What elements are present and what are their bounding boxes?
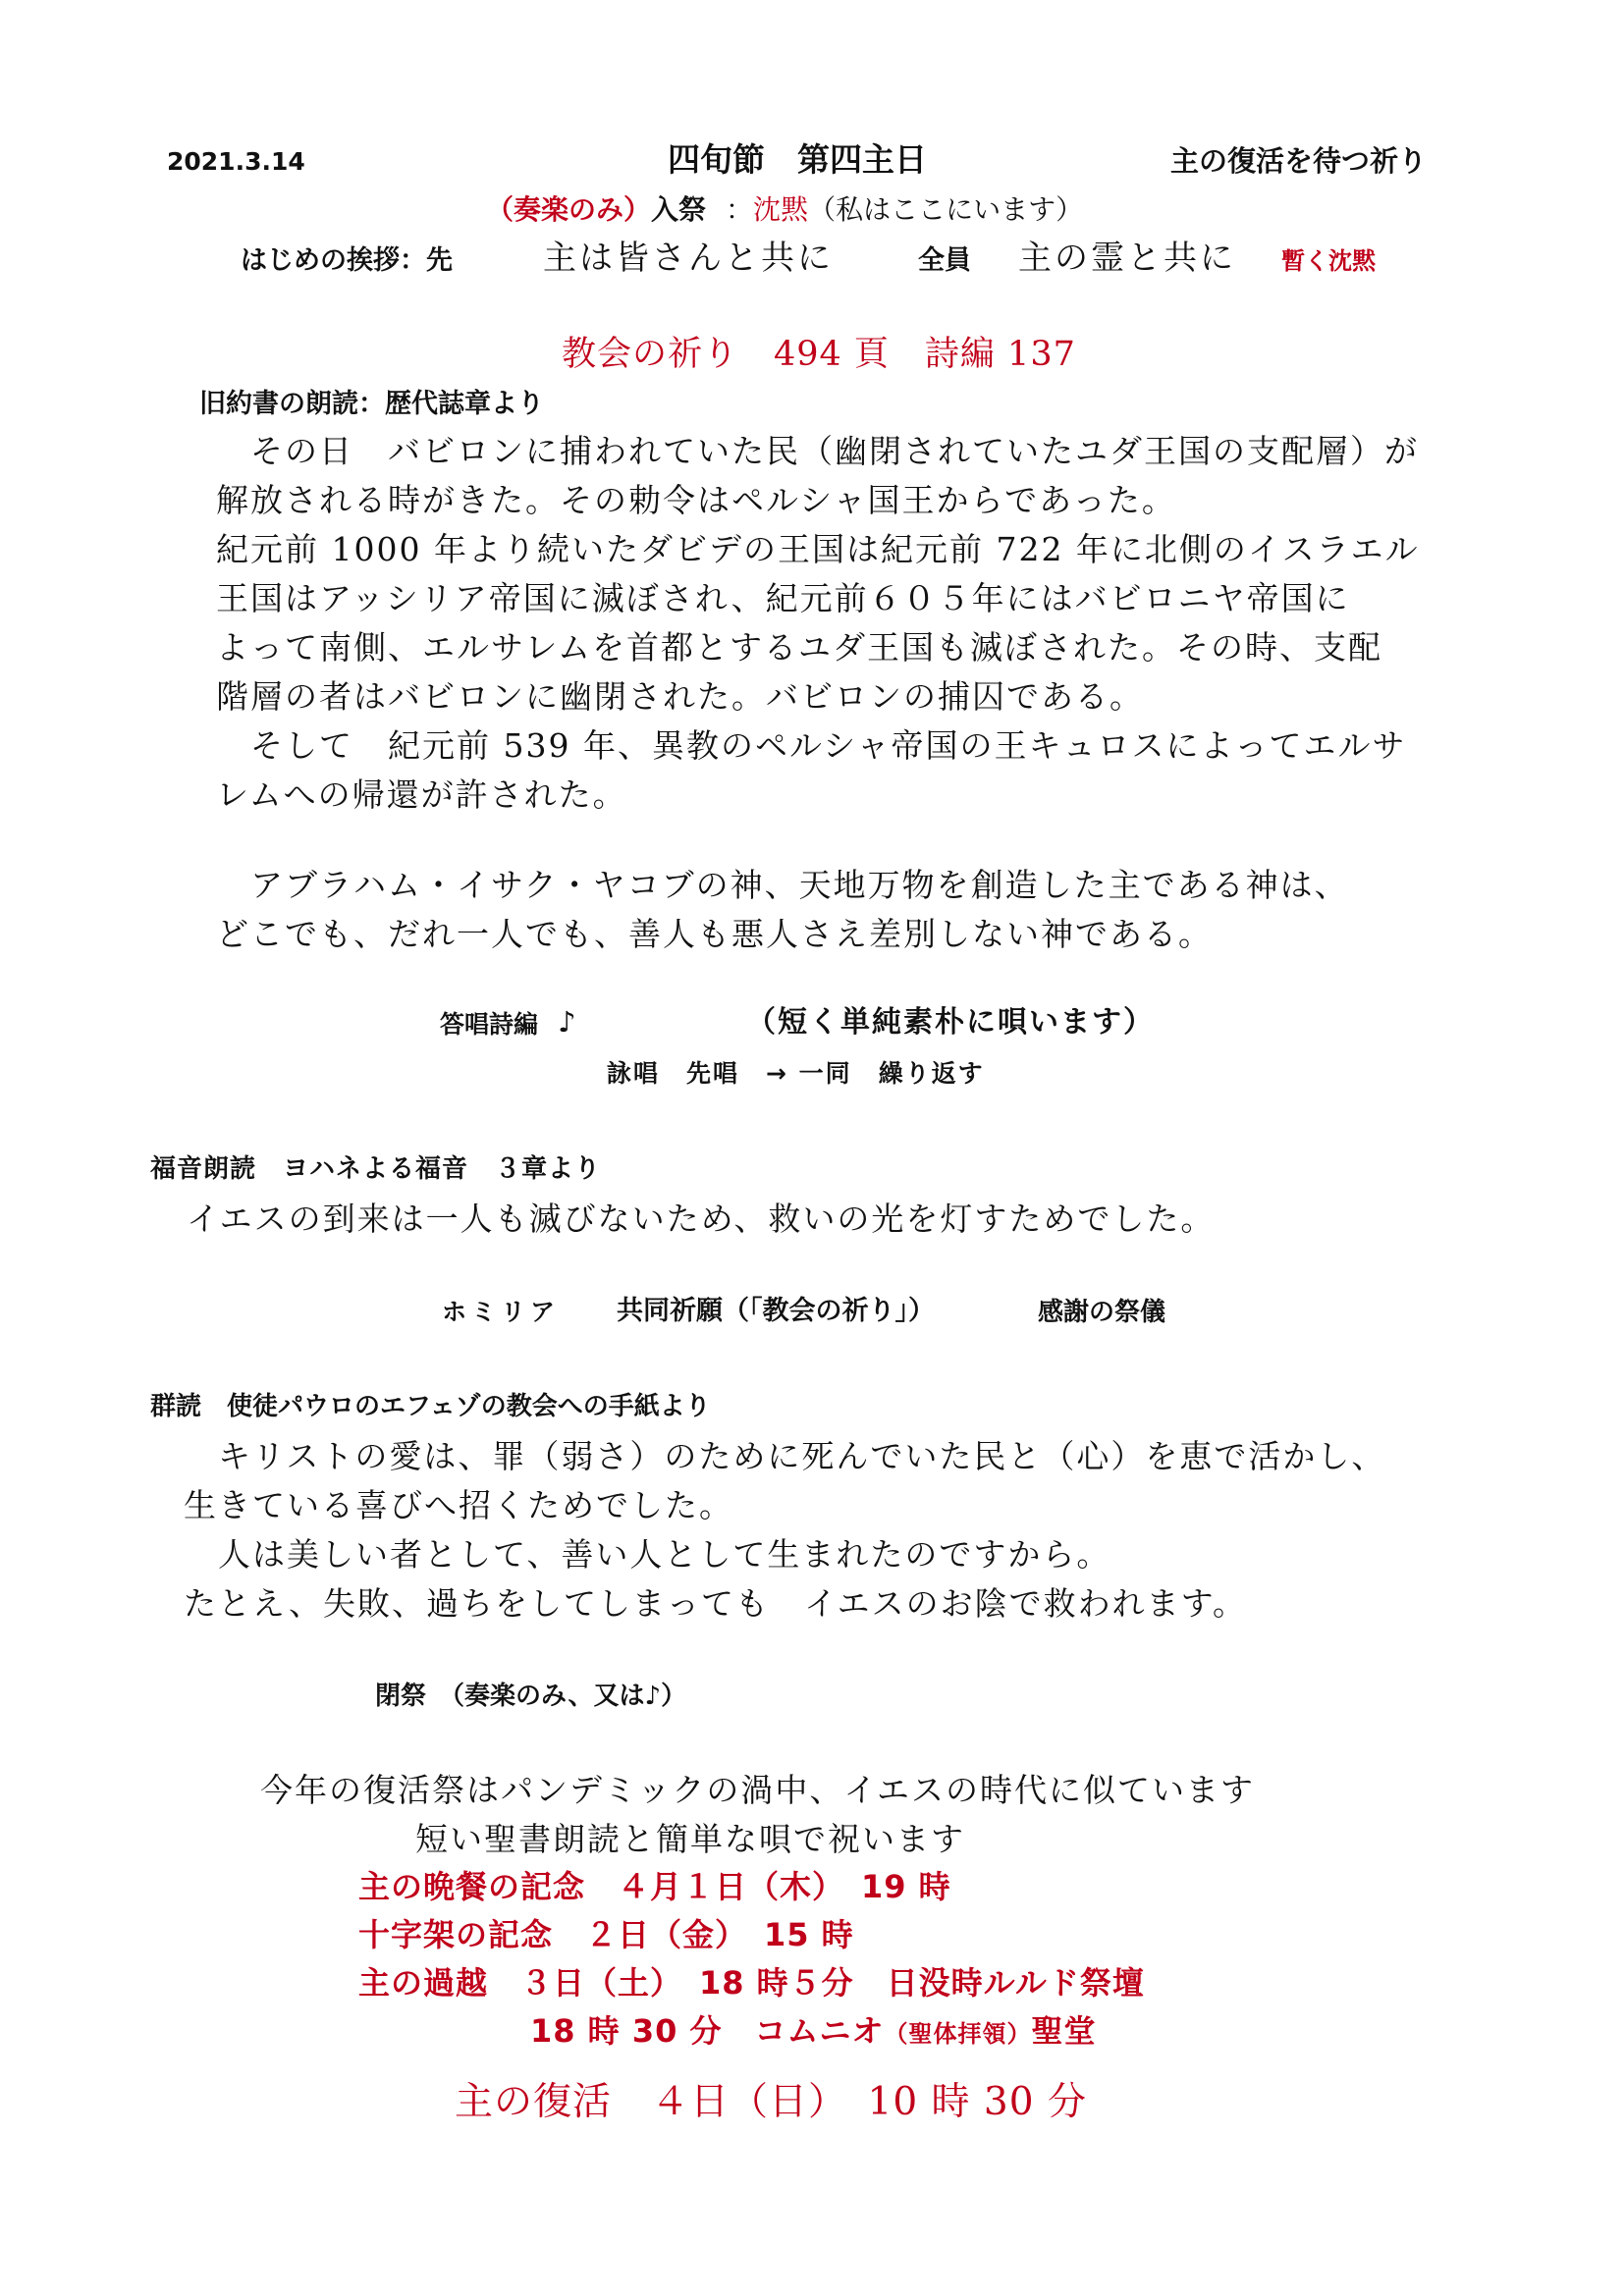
resurrection-line: 主の復活 ４日（日） 10 時 30 分 (455, 2080, 1087, 2124)
schedule-item: 主の晩餐の記念 ４月１日（木） 19 時 (358, 1868, 951, 1905)
epistle-line: たとえ、失敗、過ちをしてしまっても イエスのお陰で救われます。 (184, 1584, 1248, 1623)
old-testament-closing-line: どこでも、だれ一人でも、善人も悪人さえ差別しない神である。 (216, 915, 1213, 953)
old-testament-line: よって南側、エルサレムを首都とするユダ王国も滅ぼされた。その時、支配 (216, 628, 1383, 667)
old-testament-line: そして 紀元前 539 年、異教のペルシャ帝国の王キュロスによってエルサ (216, 726, 1407, 765)
communion-place: 聖堂 (1031, 2012, 1097, 2050)
music-note-icon: ♪ (558, 1005, 576, 1039)
entrance-label: 入祭 (651, 193, 707, 226)
psalm-sub: 詠唱 先唱 → 一同 繰り返す (607, 1059, 985, 1088)
schedule-item: 十字架の記念 ２日（金） 15 時 (358, 1916, 854, 1953)
gospel-text: イエスの到来は一人も滅びないため、救いの光を灯すためでした。 (187, 1200, 1216, 1238)
epistle-heading: 群読 使徒パウロのエフェゾの教会への手紙より (150, 1392, 711, 1421)
gospel-heading: 福音朗読 ヨハネよる福音 ３章より (150, 1154, 602, 1184)
epistle-line: キリストの愛は、罪（弱さ）のために死んでいた民と（心）を恵で活かし、 (184, 1437, 1386, 1475)
entrance-sep: ： (726, 193, 754, 226)
homily-label: ホミリア (442, 1298, 561, 1326)
old-testament-line: レムへの帰還が許された。 (216, 775, 627, 814)
easter-intro: 今年の復活祭はパンデミックの渦中、イエスの時代に似ています (260, 1771, 1256, 1809)
petitions-label: 共同祈願（「教会の祈り」） (617, 1296, 935, 1326)
communion-paren: （聖体拝領） (884, 2020, 1032, 2048)
greeting-label: はじめの挨拶：先 (241, 245, 453, 276)
old-testament-heading: 旧約書の朗読：歴代誌章より (199, 389, 544, 419)
page-subtitle: 主の復活を待つ祈り (1170, 144, 1428, 178)
greeting-silence: 暫く沈黙 (1281, 247, 1376, 275)
entrance-line (486, 193, 1084, 226)
psalm-note: （短く単純素朴に唄います） (746, 1005, 1155, 1040)
psalm-label: 答唱詩編 (440, 1010, 539, 1039)
old-testament-line: 紀元前 1000 年より続いたダビデの王国は紀元前 722 年に北側のイスラエル (216, 530, 1420, 568)
entrance-paren: （私はここにいます） (808, 193, 1084, 226)
old-testament-line: その日 バビロンに捕われていた民（幽閉されていたユダ王国の支配層）が (216, 432, 1419, 470)
eucharist-label: 感謝の祭儀 (1038, 1298, 1166, 1327)
communion-time: 18 時 30 分 コムニオ (530, 2012, 885, 2050)
old-testament-line: 階層の者はバビロンに幽閉された。バビロンの捕囚である。 (216, 677, 1144, 716)
old-testament-closing-line: アブラハム・イサク・ヤコブの神、天地万物を創造した主である神は、 (216, 866, 1349, 904)
old-testament-line: 解放される時がきた。その勅令はペルシャ国王からであった。 (216, 481, 1176, 519)
entrance-song: 沈黙 (753, 193, 809, 226)
old-testament-line: 王国はアッシリア帝国に滅ぼされ、紀元前６０５年にはバビロニヤ帝国に (216, 579, 1350, 617)
entrance-note: （奏楽のみ） (486, 193, 652, 226)
easter-intro: 短い聖書朗読と簡単な唄で祝います (415, 1820, 965, 1858)
prayer-reference: 教会の祈り 494 頁 詩編 137 (562, 335, 1076, 374)
page-title: 四旬節 第四主日 (668, 140, 927, 179)
greeting-all-label: 全員 (918, 245, 971, 276)
greeting-all-text: 主の霊と共に (1018, 239, 1236, 278)
epistle-line: 人は美しい者として、善い人として生まれたのですから。 (184, 1535, 1111, 1574)
communion-line (530, 2012, 1097, 2050)
epistle-line: 生きている喜びへ招くためでした。 (184, 1486, 733, 1524)
schedule-item: 主の過越 ３日（土） 18 時５分 日没時ルルド祭壇 (358, 1964, 1145, 2002)
date: 2021.3.14 (167, 147, 305, 176)
closing-rite: 閉祭 （奏楽のみ、又は♪） (375, 1682, 687, 1711)
greeting-priest: 主は皆さんと共に (543, 239, 834, 278)
